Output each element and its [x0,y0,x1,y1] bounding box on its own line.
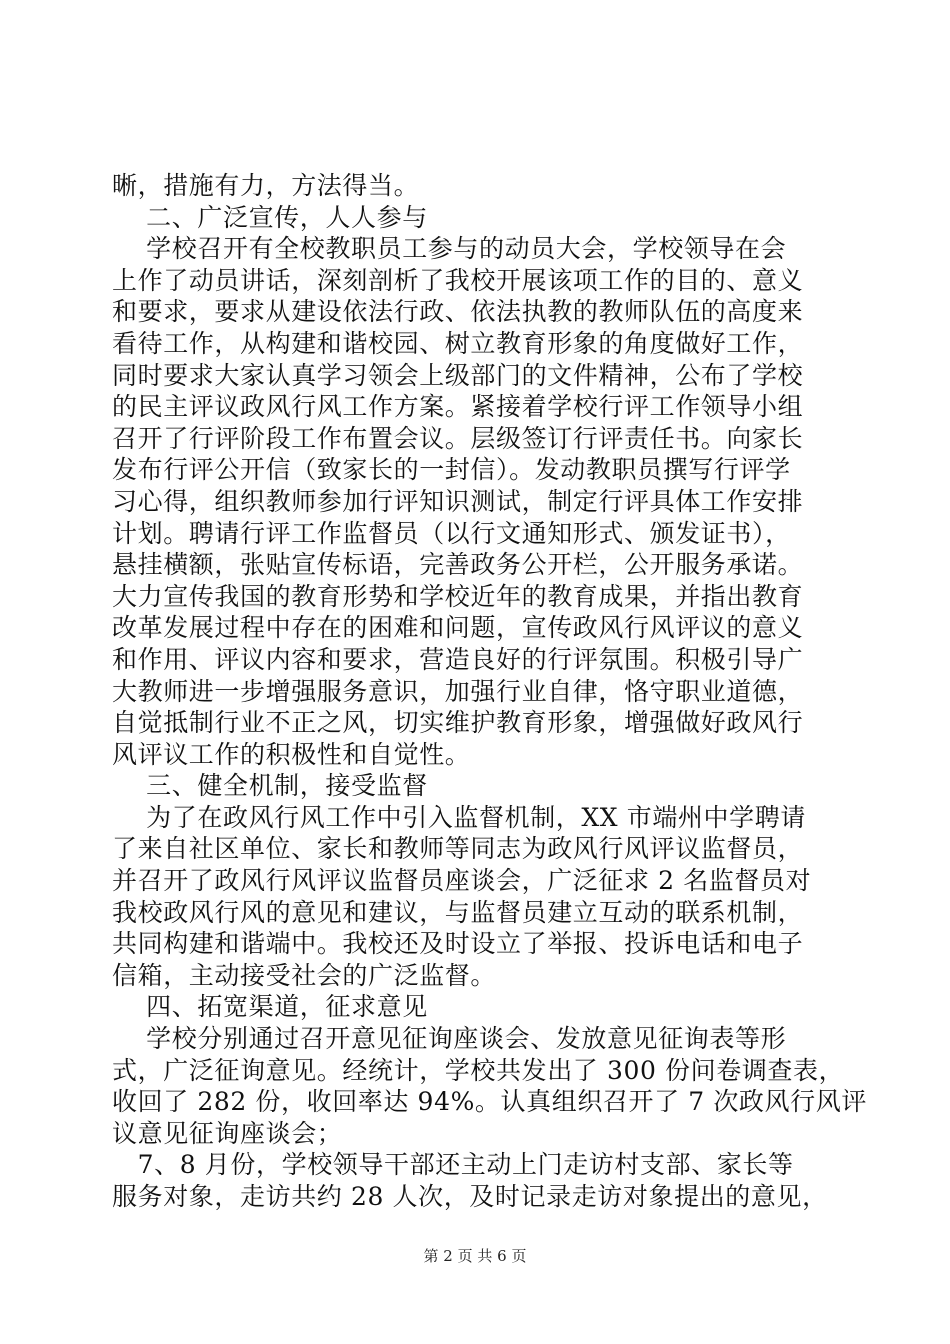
text-line: 晰，措施有力，方法得当。 [112,171,420,200]
text-line: 自觉抵制行业不正之风，切实维护教育形象，增强做好政风行 [112,708,804,738]
text-line: 发布行评公开信（致家长的一封信）。发动教职员撰写行评学 [112,455,791,485]
text-line: 三、健全机制，接受监督 [112,771,428,801]
text-line: 我校政风行风的意见和建议，与监督员建立互动的联系机制， [112,897,804,927]
text-line: 改革发展过程中存在的困难和问题，宣传政风行风评议的意义 [112,613,804,643]
text-line: 学校召开有全校教职员工参与的动员大会，学校领导在会 [112,234,787,264]
text-line: 二、广泛宣传，人人参与 [112,202,428,232]
text-line: 习心得，组织教师参加行评知识测试，制定行评具体工作安排 [112,486,804,516]
text-line: 了来自社区单位、家长和教师等同志为政风行风评议监督员， [112,834,804,864]
text-line: 和作用、评议内容和要求，营造良好的行评氛围。积极引导广 [112,644,804,674]
text-line: 为了在政风行风工作中引入监督机制，XX 市端州中学聘请 [112,802,806,832]
text-line: 7、8 月份，学校领导干部还主动上门走访村支部、家长等 [112,1150,794,1180]
text-line: 悬挂横额，张贴宣传标语，完善政务公开栏，公开服务承诺。 [112,550,804,580]
text-line: 计划。聘请行评工作监督员（以行文通知形式、颁发证书）， [112,518,791,548]
text-line: 风评议工作的积极性和自觉性。 [112,739,471,769]
text-line: 和要求，要求从建设依法行政、依法执教的教师队伍的高度来 [112,297,804,327]
text-line: 大教师进一步增强服务意识，加强行业自律，恪守职业道德， [112,676,804,706]
text-line: 信箱，主动接受社会的广泛监督。 [112,960,497,990]
text-line: 上作了动员讲话，深刻剖析了我校开展该项工作的目的、意义 [112,265,804,295]
text-line: 并召开了政风行风评议监督员座谈会，广泛征求 2 名监督员对 [112,866,812,896]
text-line: 共同构建和谐端中。我校还及时设立了举报、投诉电话和电子 [112,929,804,959]
text-line: 服务对象，走访共约 28 人次，及时记录走访对象提出的意见， [112,1182,828,1211]
text-line: 四、拓宽渠道，征求意见 [112,992,428,1022]
text-line: 召开了行评阶段工作布置会议。层级签订行评责任书。向家长 [112,423,804,453]
text-line: 议意见征询座谈会； [112,1118,343,1148]
page-footer: 第 2 页 共 6 页 [423,1247,527,1265]
body-text [112,170,867,1213]
text-line: 同时要求大家认真学习领会上级部门的文件精神，公布了学校 [112,360,804,390]
text-line: 看待工作，从构建和谐校园、树立教育形象的角度做好工作， [112,328,804,358]
text-line: 收回了 282 份，收回率达 94%。认真组织召开了 7 次政风行风评 [112,1087,867,1117]
text-line: 式，广泛征询意见。经统计，学校共发出了 300 份问卷调查表， [112,1055,845,1085]
text-line: 学校分别通过召开意见征询座谈会、发放意见征询表等形 [112,1024,787,1054]
text-line: 大力宣传我国的教育形势和学校近年的教育成果，并指出教育 [112,581,804,611]
text-line: 的民主评议政风行风工作方案。紧接着学校行评工作领导小组 [112,392,804,422]
